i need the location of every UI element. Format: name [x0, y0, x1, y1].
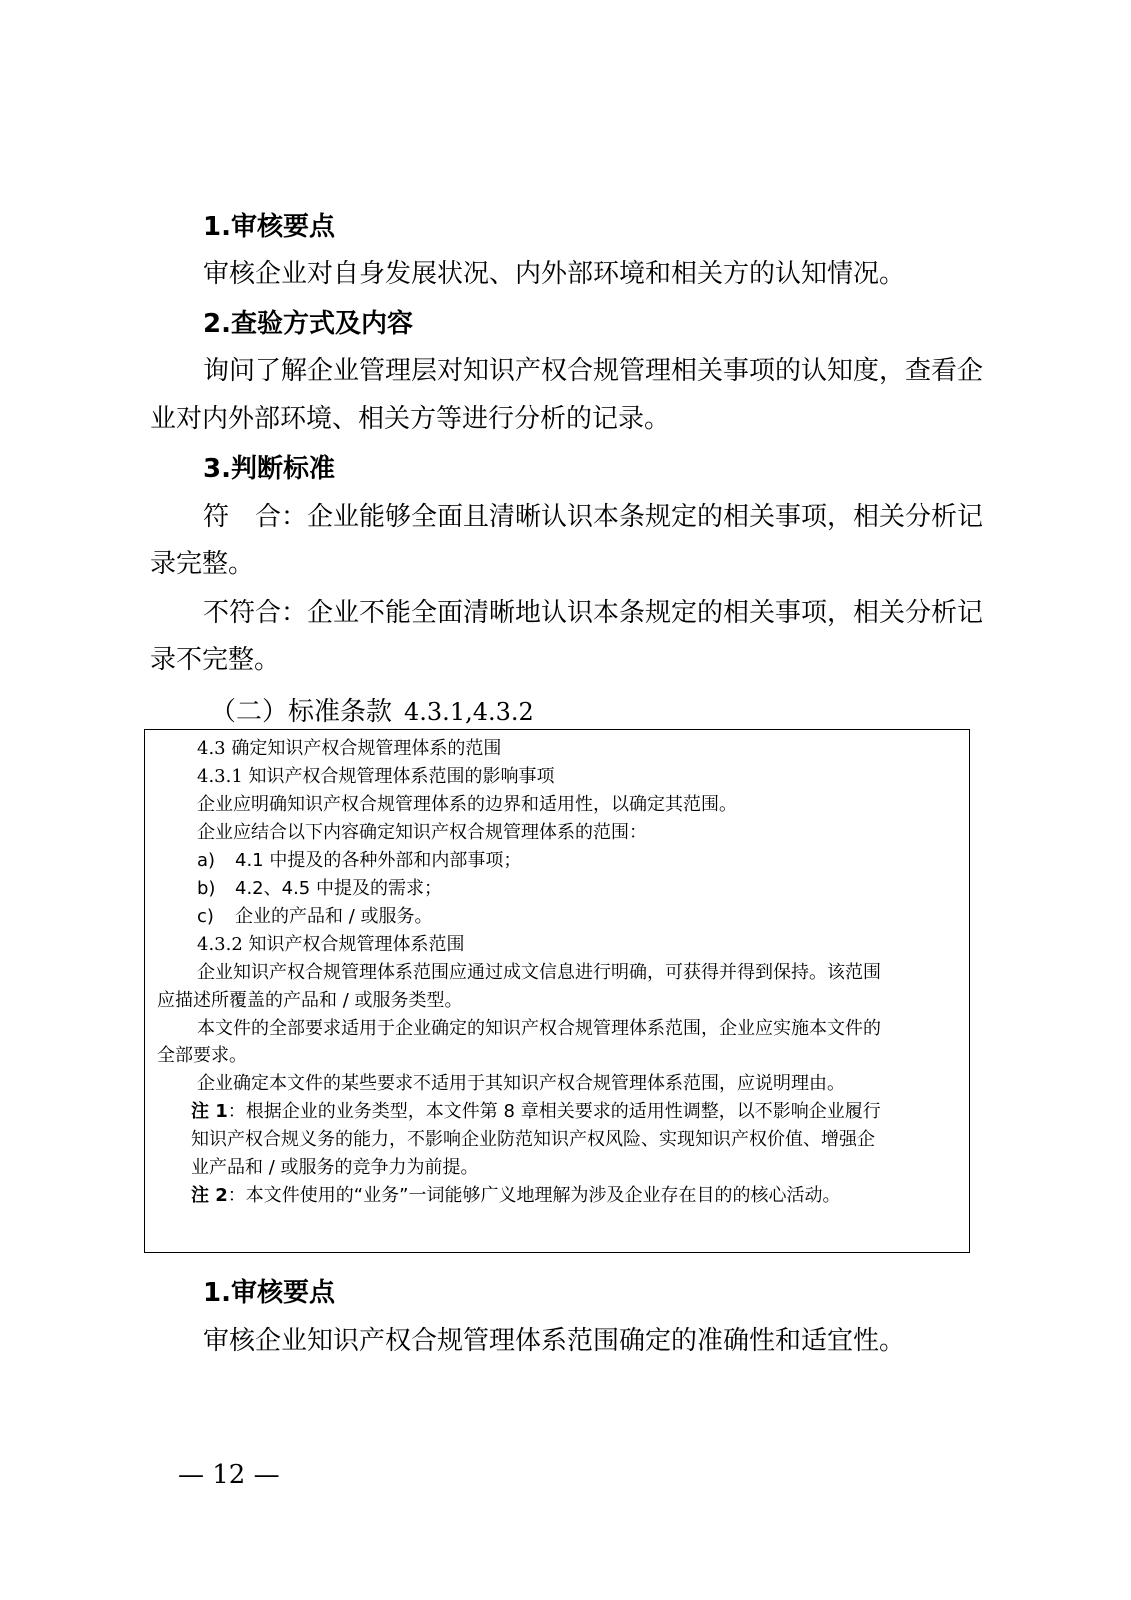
note-2-line — [191, 1183, 840, 1209]
criteria-nonconform-line2: 录不完整。 — [150, 645, 281, 675]
clause-4-3-1-text1: 企业应明确知识产权合规管理体系的边界和适用性，以确定其范围。 — [197, 794, 737, 815]
paragraph-inspection-line1: 询问了解企业管理层对知识产权合规管理相关事项的认知度，查看企 — [203, 356, 984, 386]
list-item-label: a) — [197, 850, 216, 871]
list-item-text: 企业的产品和 / 或服务。 — [235, 906, 433, 927]
heading-audit-points-2: 1.审核要点 — [203, 1278, 335, 1308]
criteria-conform-line1: 符 合：企业能够全面且清晰认识本条规定的相关事项，相关分析记 — [203, 502, 984, 532]
heading-audit-points: 1.审核要点 — [203, 212, 335, 242]
clause-4-3-2-p3: 企业确定本文件的某些要求不适用于其知识产权合规管理体系范围，应说明理由。 — [197, 1073, 845, 1094]
clause-4-3-2-p2-line1: 本文件的全部要求适用于企业确定的知识产权合规管理体系范围，企业应实施本文件的 — [197, 1018, 881, 1039]
heading-judgment-criteria: 3.判断标准 — [203, 454, 335, 484]
clause-heading — [210, 695, 534, 729]
clause-4-3-1-text2: 企业应结合以下内容确定知识产权合规管理体系的范围： — [197, 822, 647, 843]
list-item-text: 4.1 中提及的各种外部和内部事项； — [235, 850, 522, 871]
clause-4-3-1-title: 4.3.1 知识产权合规管理体系范围的影响事项 — [197, 766, 555, 787]
criteria-conform-line2: 录完整。 — [150, 549, 255, 579]
heading-inspection-method: 2.查验方式及内容 — [203, 309, 413, 339]
page-number: — 12 — — [178, 1460, 280, 1490]
list-item-label: c) — [197, 906, 214, 927]
criteria-nonconform-line1: 不符合：企业不能全面清晰地认识本条规定的相关事项，相关分析记 — [203, 598, 984, 628]
note-2-text: ：本文件使用的“业务”一词能够广义地理解为涉及企业存在目的的核心活动。 — [227, 1185, 841, 1206]
paragraph-inspection-line2: 业对内外部环境、相关方等进行分析的记录。 — [150, 404, 671, 434]
clause-4-3-2-p1-line2: 应描述所覆盖的产品和 / 或服务类型。 — [157, 990, 463, 1011]
list-item-text: 4.2、4.5 中提及的需求； — [235, 878, 442, 899]
clause-4-3-2-title: 4.3.2 知识产权合规管理体系范围 — [197, 934, 465, 955]
standard-clause-box — [144, 729, 970, 1253]
list-item-label: b) — [197, 878, 216, 899]
note-1-line1 — [191, 1099, 881, 1125]
clause-4-3-title: 4.3 确定知识产权合规管理体系的范围 — [197, 738, 502, 759]
paragraph-audit-points-2: 审核企业知识产权合规管理体系范围确定的准确性和适宜性。 — [203, 1326, 906, 1356]
note-1-label: 注 1 — [191, 1101, 228, 1122]
note-2-label: 注 2 — [191, 1185, 228, 1206]
clause-heading-label: （二）标准条款 — [210, 697, 393, 727]
list-item — [197, 876, 442, 902]
list-item — [197, 904, 433, 930]
note-1-line2: 知识产权合规义务的能力，不影响企业防范知识产权风险、实现知识产权价值、增强企 — [191, 1129, 875, 1150]
paragraph-audit-points: 审核企业对自身发展状况、内外部环境和相关方的认知情况。 — [203, 259, 906, 289]
clause-heading-numbers: 4.3.1,4.3.2 — [404, 698, 534, 726]
clause-4-3-2-p1-line1: 企业知识产权合规管理体系范围应通过成文信息进行明确，可获得并得到保持。该范围 — [197, 962, 881, 983]
note-1-line3: 业产品和 / 或服务的竞争力为前提。 — [191, 1157, 479, 1178]
clause-4-3-2-p2-line2: 全部要求。 — [157, 1045, 247, 1066]
list-item — [197, 848, 521, 874]
note-1-text: ：根据企业的业务类型，本文件第 8 章相关要求的适用性调整，以不影响企业履行 — [227, 1101, 881, 1122]
